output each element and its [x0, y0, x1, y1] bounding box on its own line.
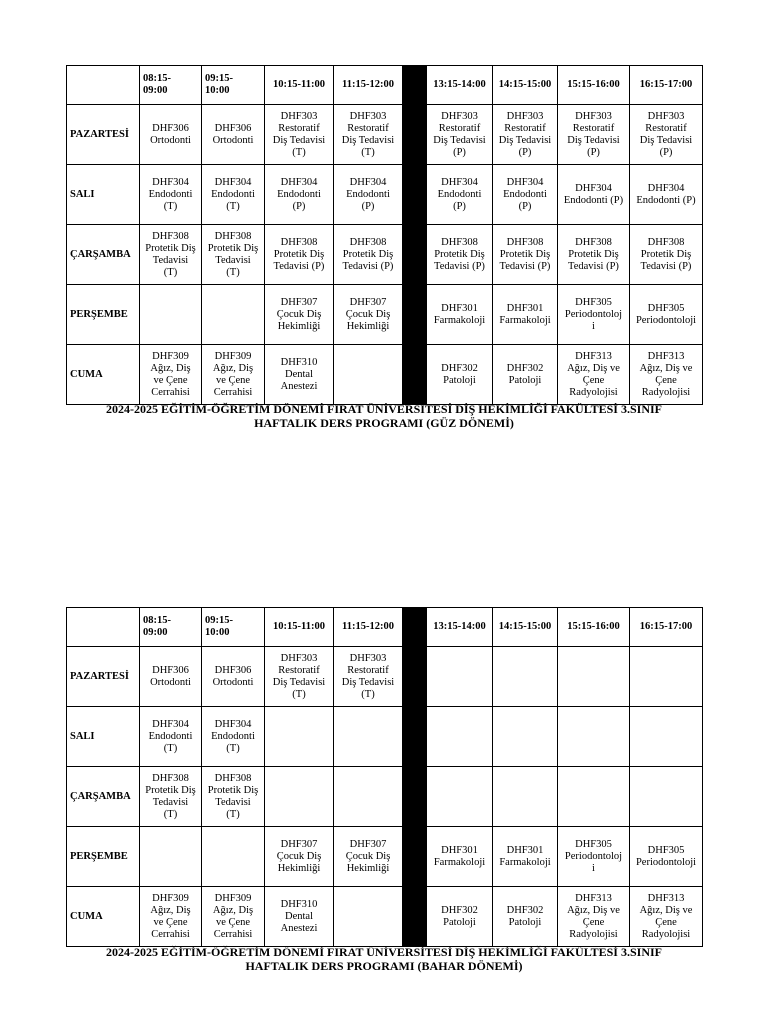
lunch-break-cell — [403, 345, 427, 405]
course-cell: DHF309 Ağız, Diş ve Çene Cerrahisi — [140, 887, 202, 947]
lunch-break-cell — [403, 105, 427, 165]
course-cell: DHF304 Endodonti (T) — [202, 165, 265, 225]
fall-schedule-title: 2024-2025 EĞİTİM-ÖĞRETİM DÖNEMİ FIRAT ÜNİVERSİTESİ DİŞ HEKİMLİĞİ FAKÜLTESİ 3.SINIF HAFTALIK DERS PROGRAMI (GÜZ DÖNEMİ) — [106, 402, 662, 430]
course-cell — [334, 767, 403, 827]
course-cell: DHF307 Çocuk Diş Hekimliği — [265, 827, 334, 887]
course-cell: DHF306 Ortodonti — [140, 647, 202, 707]
lunch-break-cell — [403, 827, 427, 887]
course-cell: DHF309 Ağız, Diş ve Çene Cerrahisi — [202, 887, 265, 947]
course-cell: DHF305 Periodontoloj i — [558, 285, 630, 345]
header-row — [67, 66, 703, 105]
time-slot-header: 08:15- 09:00 — [140, 608, 202, 647]
time-slot-header: 11:15-12:00 — [334, 66, 403, 105]
course-cell — [493, 767, 558, 827]
day-label: ÇARŞAMBA — [67, 225, 140, 285]
course-cell: DHF303 Restoratif Diş Tedavisi (T) — [334, 647, 403, 707]
course-cell — [630, 647, 703, 707]
course-cell: DHF307 Çocuk Diş Hekimliği — [334, 827, 403, 887]
course-cell: DHF308 Protetik Diş Tedavisi (T) — [202, 767, 265, 827]
day-label: PERŞEMBE — [67, 285, 140, 345]
lunch-break-cell — [403, 66, 427, 105]
day-label: PERŞEMBE — [67, 827, 140, 887]
course-cell — [427, 647, 493, 707]
time-slot-header: 16:15-17:00 — [630, 66, 703, 105]
course-cell: DHF313 Ağız, Diş ve Çene Radyolojisi — [558, 345, 630, 405]
course-cell — [265, 707, 334, 767]
time-slot-header: 13:15-14:00 — [427, 66, 493, 105]
course-cell: DHF308 Protetik Diş Tedavisi (P) — [334, 225, 403, 285]
course-cell: DHF308 Protetik Diş Tedavisi (P) — [630, 225, 703, 285]
course-cell: DHF313 Ağız, Diş ve Çene Radyolojisi — [558, 887, 630, 947]
lunch-break-cell — [403, 225, 427, 285]
course-cell: DHF309 Ağız, Diş ve Çene Cerrahisi — [140, 345, 202, 405]
day-label: ÇARŞAMBA — [67, 767, 140, 827]
course-cell: DHF308 Protetik Diş Tedavisi (T) — [202, 225, 265, 285]
table-row — [67, 647, 703, 707]
course-cell — [202, 285, 265, 345]
course-cell: DHF304 Endodonti (P) — [427, 165, 493, 225]
course-cell: DHF302 Patoloji — [427, 887, 493, 947]
day-label: PAZARTESİ — [67, 647, 140, 707]
course-cell: DHF308 Protetik Diş Tedavisi (T) — [140, 225, 202, 285]
course-cell: DHF305 Periodontoloj i — [558, 827, 630, 887]
course-cell — [427, 767, 493, 827]
corner-cell — [67, 66, 140, 105]
course-cell — [140, 827, 202, 887]
course-cell: DHF304 Endodonti (P) — [265, 165, 334, 225]
course-cell: DHF310 Dental Anestezi — [265, 887, 334, 947]
time-slot-header: 15:15-16:00 — [558, 66, 630, 105]
time-slot-header: 16:15-17:00 — [630, 608, 703, 647]
course-cell: DHF301 Farmakoloji — [493, 285, 558, 345]
course-cell: DHF308 Protetik Diş Tedavisi (P) — [558, 225, 630, 285]
lunch-break-cell — [403, 887, 427, 947]
time-slot-header: 09:15- 10:00 — [202, 608, 265, 647]
course-cell: DHF303 Restoratif Diş Tedavisi (T) — [265, 647, 334, 707]
lunch-break-cell — [403, 165, 427, 225]
course-cell: DHF309 Ağız, Diş ve Çene Cerrahisi — [202, 345, 265, 405]
course-cell: DHF313 Ağız, Diş ve Çene Radyolojisi — [630, 345, 703, 405]
course-cell: DHF304 Endodonti (T) — [140, 707, 202, 767]
course-cell — [140, 285, 202, 345]
course-cell: DHF304 Endodonti (P) — [334, 165, 403, 225]
course-cell: DHF306 Ortodonti — [202, 105, 265, 165]
day-label: SALI — [67, 165, 140, 225]
day-label: CUMA — [67, 887, 140, 947]
course-cell: DHF305 Periodontoloji — [630, 285, 703, 345]
spring-schedule-title: 2024-2025 EĞİTİM-ÖĞRETİM DÖNEMİ FIRAT ÜNİVERSİTESİ DİŞ HEKİMLİĞİ FAKÜLTESİ 3.SINIF HAFTALIK DERS PROGRAMI (BAHAR DÖNEMİ) — [106, 945, 662, 973]
course-cell: DHF304 Endodonti (P) — [630, 165, 703, 225]
course-cell: DHF303 Restoratif Diş Tedavisi (T) — [334, 105, 403, 165]
course-cell: DHF308 Protetik Diş Tedavisi (P) — [493, 225, 558, 285]
course-cell: DHF306 Ortodonti — [202, 647, 265, 707]
course-cell: DHF308 Protetik Diş Tedavisi (P) — [427, 225, 493, 285]
course-cell — [493, 707, 558, 767]
fall-schedule-table — [66, 65, 703, 405]
course-cell: DHF301 Farmakoloji — [493, 827, 558, 887]
course-cell: DHF304 Endodonti (P) — [558, 165, 630, 225]
course-cell — [334, 887, 403, 947]
table-row — [67, 225, 703, 285]
course-cell: DHF301 Farmakoloji — [427, 827, 493, 887]
lunch-break-cell — [403, 608, 427, 647]
time-slot-header: 14:15-15:00 — [493, 608, 558, 647]
lunch-break-cell — [403, 647, 427, 707]
course-cell: DHF308 Protetik Diş Tedavisi (T) — [140, 767, 202, 827]
course-cell: DHF302 Patoloji — [493, 345, 558, 405]
course-cell: DHF301 Farmakoloji — [427, 285, 493, 345]
course-cell: DHF305 Periodontoloji — [630, 827, 703, 887]
table-row — [67, 887, 703, 947]
course-cell — [334, 707, 403, 767]
day-label: SALI — [67, 707, 140, 767]
table-row — [67, 827, 703, 887]
table-row — [67, 767, 703, 827]
table-row — [67, 345, 703, 405]
corner-cell — [67, 608, 140, 647]
course-cell — [630, 707, 703, 767]
time-slot-header: 10:15-11:00 — [265, 608, 334, 647]
time-slot-header: 13:15-14:00 — [427, 608, 493, 647]
course-cell — [265, 767, 334, 827]
course-cell: DHF304 Endodonti (T) — [202, 707, 265, 767]
lunch-break-cell — [403, 767, 427, 827]
course-cell: DHF303 Restoratif Diş Tedavisi (P) — [558, 105, 630, 165]
time-slot-header: 15:15-16:00 — [558, 608, 630, 647]
course-cell: DHF304 Endodonti (T) — [140, 165, 202, 225]
time-slot-header: 11:15-12:00 — [334, 608, 403, 647]
course-cell: DHF303 Restoratif Diş Tedavisi (P) — [493, 105, 558, 165]
course-cell: DHF304 Endodonti (P) — [493, 165, 558, 225]
time-slot-header: 09:15- 10:00 — [202, 66, 265, 105]
time-slot-header: 08:15- 09:00 — [140, 66, 202, 105]
time-slot-header: 14:15-15:00 — [493, 66, 558, 105]
lunch-break-cell — [403, 285, 427, 345]
course-cell: DHF306 Ortodonti — [140, 105, 202, 165]
lunch-break-cell — [403, 707, 427, 767]
course-cell — [427, 707, 493, 767]
table-row — [67, 165, 703, 225]
spring-schedule-table — [66, 607, 703, 947]
course-cell: DHF307 Çocuk Diş Hekimliği — [265, 285, 334, 345]
time-slot-header: 10:15-11:00 — [265, 66, 334, 105]
course-cell: DHF302 Patoloji — [493, 887, 558, 947]
day-label: CUMA — [67, 345, 140, 405]
header-row — [67, 608, 703, 647]
course-cell: DHF303 Restoratif Diş Tedavisi (P) — [427, 105, 493, 165]
course-cell: DHF308 Protetik Diş Tedavisi (P) — [265, 225, 334, 285]
course-cell — [334, 345, 403, 405]
table-row — [67, 285, 703, 345]
course-cell — [630, 767, 703, 827]
course-cell: DHF303 Restoratif Diş Tedavisi (P) — [630, 105, 703, 165]
course-cell: DHF302 Patoloji — [427, 345, 493, 405]
course-cell: DHF303 Restoratif Diş Tedavisi (T) — [265, 105, 334, 165]
course-cell: DHF307 Çocuk Diş Hekimliği — [334, 285, 403, 345]
course-cell — [493, 647, 558, 707]
course-cell — [558, 707, 630, 767]
course-cell — [202, 827, 265, 887]
course-cell — [558, 767, 630, 827]
course-cell — [558, 647, 630, 707]
table-row — [67, 105, 703, 165]
table-row — [67, 707, 703, 767]
course-cell: DHF310 Dental Anestezi — [265, 345, 334, 405]
day-label: PAZARTESİ — [67, 105, 140, 165]
course-cell: DHF313 Ağız, Diş ve Çene Radyolojisi — [630, 887, 703, 947]
